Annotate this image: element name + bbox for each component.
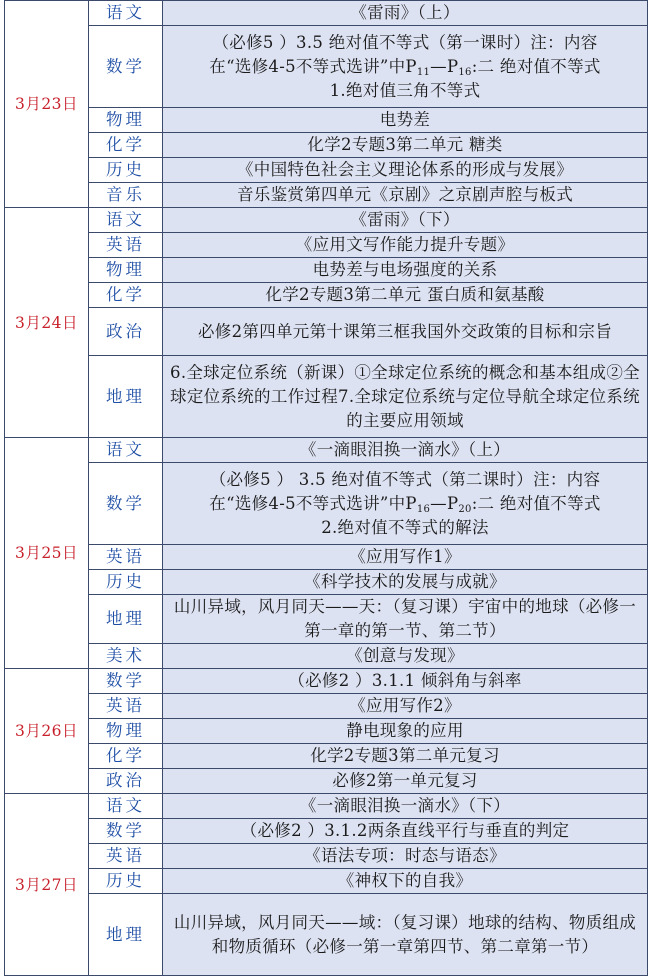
table-row [5,208,648,233]
content-cell: 必修2第四单元第十课第三框我国外交政策的目标和宗旨 [163,308,648,356]
subject-cell: 物理 [89,258,163,283]
content-cell: 《应用写作2》 [163,694,648,719]
table-row [5,258,648,283]
table-row [5,570,648,595]
subject-cell: 语文 [89,1,163,26]
content-cell: 化学2专题3第二单元 糖类 [163,133,648,158]
content-cell: 《创意与发现》 [163,644,648,669]
subject-cell: 物理 [89,719,163,744]
content-cell: 《雷雨》（上） [163,1,648,26]
subject-cell: 地理 [89,595,163,644]
content-line: 在“选修4-5不等式选讲”中$P_{11}—P_{16}$:二 绝对值不等式 [209,56,601,78]
content-cell: 必修2第一单元复习 [163,769,648,794]
table-row [5,744,648,769]
subject-cell: 化学 [89,283,163,308]
content-cell: 山川异域，风月同天——域：（复习课）地球的结构、物质组成和物质循环（必修一第一章第四节、第二章第一节） [163,894,648,976]
subject-cell: 物理 [89,108,163,133]
content-cell: 《一滴眼泪换一滴水》（下） [163,794,648,819]
table-row [5,719,648,744]
content-line: （必修5 ） 3.5 绝对值不等式（第二课时）注：内容 [209,469,601,489]
content-cell: 《中国特色社会主义理论体系的形成与发展》 [163,158,648,183]
date-cell: 3月26日 [5,669,89,794]
date-cell: 3月24日 [5,208,89,438]
content-cell: 《应用写作1》 [163,545,648,570]
content-cell: 《神权下的自我》 [163,869,648,894]
table-row [5,108,648,133]
subject-cell: 历史 [89,869,163,894]
subject-cell: 数学 [89,669,163,694]
subject-cell: 英语 [89,844,163,869]
table-row [5,283,648,308]
subject-cell: 美术 [89,644,163,669]
content-cell: （必修2 ）3.1.2两条直线平行与垂直的判定 [163,819,648,844]
table-row [5,233,648,258]
subject-cell: 化学 [89,744,163,769]
content-line: 1.绝对值三角不等式 [329,80,481,100]
table-row [5,894,648,976]
subject-cell: 化学 [89,133,163,158]
subject-cell: 英语 [89,545,163,570]
subject-cell: 语文 [89,208,163,233]
date-cell: 3月23日 [5,1,89,208]
content-cell: 《一滴眼泪换一滴水》（上） [163,438,648,463]
schedule-table [4,0,648,976]
content-cell: 电势差与电场强度的关系 [163,258,648,283]
content-line: 2.绝对值不等式的解法 [321,517,489,537]
table-row [5,356,648,438]
content-cell: 化学2专题3第二单元复习 [163,744,648,769]
table-row [5,158,648,183]
subject-cell: 音乐 [89,183,163,208]
content-cell: 音乐鉴赏第四单元《京剧》之京剧声腔与板式 [163,183,648,208]
subject-cell: 历史 [89,158,163,183]
table-row [5,595,648,644]
table-row [5,463,648,545]
table-row [5,769,648,794]
content-cell: 《语法专项：时态与语态》 [163,844,648,869]
subject-cell: 数学 [89,819,163,844]
table-row [5,545,648,570]
content-cell: 《应用文写作能力提升专题》 [163,233,648,258]
subject-cell: 历史 [89,570,163,595]
subject-cell: 语文 [89,438,163,463]
subject-cell: 地理 [89,894,163,976]
content-cell: 山川异域，风月同天——天：（复习课）宇宙中的地球（必修一第一章的第一节、第二节） [163,595,648,644]
table-row [5,133,648,158]
table-row [5,819,648,844]
content-line: （必修5 ）3.5 绝对值不等式（第一课时）注：内容 [212,32,598,52]
content-cell: 《雷雨》（下） [163,208,648,233]
date-cell: 3月25日 [5,438,89,669]
table-row [5,669,648,694]
table-row [5,844,648,869]
subject-cell: 地理 [89,356,163,438]
content-cell: （必修2 ）3.1.1 倾斜角与斜率 [163,669,648,694]
table-row [5,794,648,819]
content-cell [163,463,648,545]
content-cell [163,26,648,108]
subject-cell: 英语 [89,694,163,719]
subject-cell: 数学 [89,463,163,545]
table-row [5,308,648,356]
table-row [5,26,648,108]
subject-cell: 政治 [89,308,163,356]
content-cell: 化学2专题3第二单元 蛋白质和氨基酸 [163,283,648,308]
table-row [5,183,648,208]
content-cell: 静电现象的应用 [163,719,648,744]
content-line: 在“选修4-5不等式选讲”中$P_{16}—P_{20}$:二 绝对值不等式 [209,493,601,515]
table-row [5,694,648,719]
table-row [5,438,648,463]
table-row [5,1,648,26]
subject-cell: 英语 [89,233,163,258]
subject-cell: 数学 [89,26,163,108]
content-cell: 6.全球定位系统（新课）①全球定位系统的概念和基本组成②全球定位系统的工作过程7.全球定位系统与定位导航全球定位系统的主要应用领域 [163,356,648,438]
content-cell: 电势差 [163,108,648,133]
table-row [5,644,648,669]
date-cell: 3月27日 [5,794,89,976]
subject-cell: 语文 [89,794,163,819]
content-cell: 《科学技术的发展与成就》 [163,570,648,595]
table-row [5,869,648,894]
subject-cell: 政治 [89,769,163,794]
